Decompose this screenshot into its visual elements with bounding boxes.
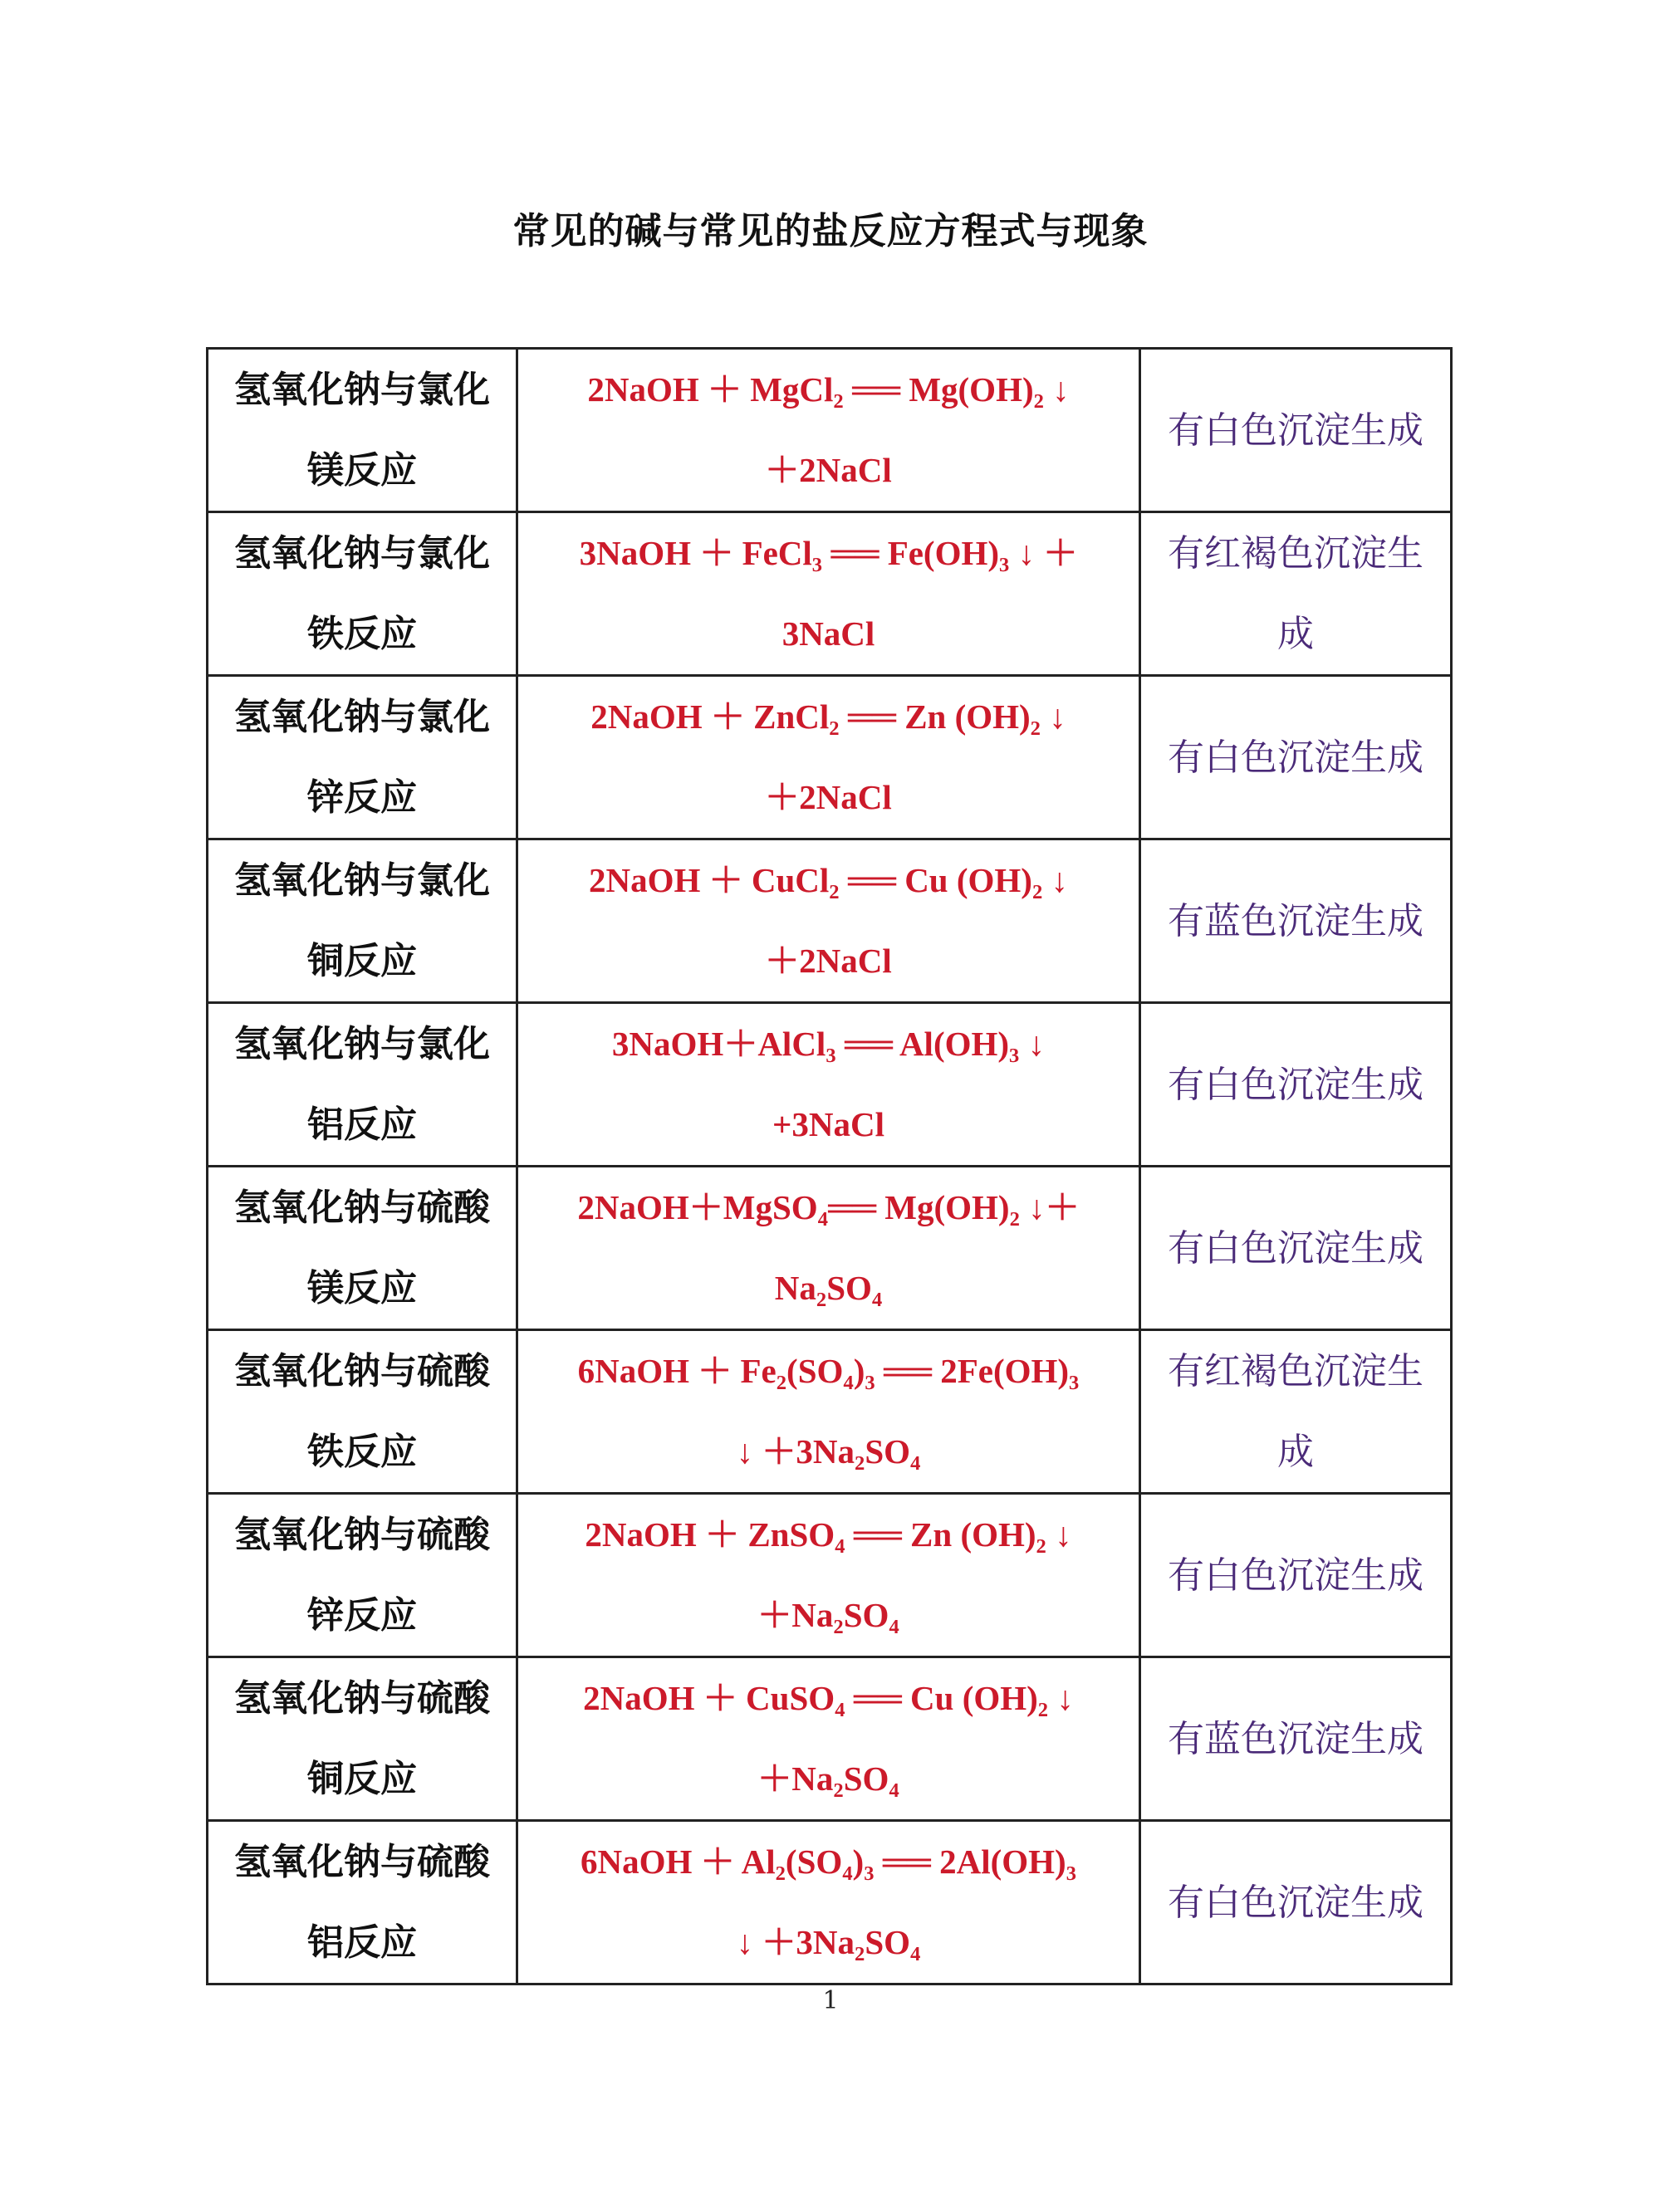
equation-cell <box>517 512 1140 676</box>
reaction-name-cell <box>208 512 517 676</box>
reaction-name-line: 铜反应 <box>307 940 417 982</box>
reaction-name-line: 氢氧化钠与硫酸 <box>234 1677 490 1720</box>
equation-line: 2NaOH ＋ CuCl₂ ══ Cu (OH)₂ ↓ <box>589 861 1068 899</box>
equation-line: Na₂SO₄ <box>774 1269 883 1307</box>
reaction-name-line: 锌反应 <box>307 776 417 819</box>
reaction-name-line: 氢氧化钠与硫酸 <box>234 1514 490 1556</box>
page-title: 常见的碱与常见的盐反应方程式与现象 <box>512 210 1149 252</box>
equation-line: 2NaOH ＋ MgCl₂ ══ Mg(OH)₂ ↓ <box>587 370 1070 409</box>
table-row <box>208 839 1452 1003</box>
reaction-name-line: 氢氧化钠与硫酸 <box>234 1841 490 1883</box>
equation-line: ＋2NaCl <box>765 778 892 816</box>
reaction-name-line: 氢氧化钠与氯化 <box>234 859 490 902</box>
equation-cell <box>517 839 1140 1003</box>
table-row <box>208 349 1452 512</box>
equation-line: 2NaOH ＋ ZnCl₂ ══ Zn (OH)₂ ↓ <box>590 697 1066 736</box>
reaction-name-line: 铝反应 <box>307 1104 417 1146</box>
reaction-name-line: 镁反应 <box>307 449 417 492</box>
reaction-name-line: 氢氧化钠与氯化 <box>234 696 490 738</box>
observation-line: 有红褐色沉淀生 <box>1168 1350 1423 1392</box>
equation-line: ＋2NaCl <box>765 942 892 980</box>
page-number: 1 <box>822 1986 839 2015</box>
reaction-name-line: 锌反应 <box>307 1594 417 1637</box>
reaction-name-cell <box>208 1494 517 1657</box>
observation-cell <box>1140 1330 1452 1494</box>
equation-line: 2NaOH＋MgSO₄══ Mg(OH)₂ ↓＋ <box>577 1188 1080 1226</box>
reaction-name-line: 铝反应 <box>307 1921 417 1964</box>
equation-cell <box>517 1167 1140 1330</box>
table-row <box>208 676 1452 839</box>
observation-line: 有白色沉淀生成 <box>1168 1063 1423 1106</box>
table-row <box>208 1821 1452 1984</box>
table-row <box>208 1494 1452 1657</box>
reaction-name-line: 铁反应 <box>307 613 417 655</box>
equation-cell <box>517 1494 1140 1657</box>
reaction-name-line: 镁反应 <box>307 1267 417 1309</box>
equation-line: ＋Na₂SO₄ <box>757 1596 899 1634</box>
observation-line: 有白色沉淀生成 <box>1168 1226 1423 1270</box>
equation-cell <box>517 1330 1140 1494</box>
table-row <box>208 1167 1452 1330</box>
observation-cell <box>1140 1821 1452 1984</box>
equation-line: +3NaCl <box>772 1105 884 1143</box>
equation-cell <box>517 1657 1140 1821</box>
equation-line: 3NaOH＋AlCl₃ ══ Al(OH)₃ ↓ <box>611 1025 1046 1063</box>
table-row <box>208 1003 1452 1167</box>
observation-cell <box>1140 839 1452 1003</box>
observation-cell <box>1140 1657 1452 1821</box>
observation-cell <box>1140 512 1452 676</box>
observation-line: 有白色沉淀生成 <box>1168 1554 1423 1597</box>
reaction-name-line: 氢氧化钠与氯化 <box>234 1023 490 1065</box>
observation-cell <box>1140 676 1452 839</box>
observation-line: 有白色沉淀生成 <box>1168 736 1423 779</box>
observation-line: 有白色沉淀生成 <box>1168 1881 1423 1924</box>
observation-line: 成 <box>1277 1431 1314 1473</box>
observation-line: 有蓝色沉淀生成 <box>1168 1717 1423 1760</box>
equation-cell <box>517 676 1140 839</box>
equation-line: ＋Na₂SO₄ <box>757 1759 899 1798</box>
equation-line: ↓ ＋3Na₂SO₄ <box>736 1923 921 1961</box>
reaction-name-line: 铜反应 <box>307 1758 417 1800</box>
table-row <box>208 1657 1452 1821</box>
equation-line: ＋2NaCl <box>765 451 892 489</box>
table-row <box>208 512 1452 676</box>
reaction-table <box>206 347 1453 1985</box>
reaction-name-cell <box>208 839 517 1003</box>
observation-line: 成 <box>1277 613 1314 655</box>
equation-line: 2NaOH ＋ CuSO₄ ══ Cu (OH)₂ ↓ <box>583 1679 1074 1717</box>
observation-line: 有红褐色沉淀生 <box>1168 532 1423 575</box>
observation-cell <box>1140 1003 1452 1167</box>
reaction-name-line: 氢氧化钠与硫酸 <box>234 1350 490 1392</box>
reaction-name-line: 氢氧化钠与硫酸 <box>234 1187 490 1229</box>
equation-cell <box>517 1003 1140 1167</box>
equation-line: 2NaOH ＋ ZnSO₄ ══ Zn (OH)₂ ↓ <box>585 1515 1072 1554</box>
equation-line: 6NaOH ＋ Al₂(SO₄)₃ ══ 2Al(OH)₃ <box>581 1843 1076 1881</box>
equation-cell <box>517 1821 1140 1984</box>
reaction-name-line: 铁反应 <box>307 1431 417 1473</box>
observation-line: 有蓝色沉淀生成 <box>1168 899 1423 942</box>
reaction-name-line: 氢氧化钠与氯化 <box>234 532 490 575</box>
observation-line: 有白色沉淀生成 <box>1168 409 1423 452</box>
equation-line: ↓ ＋3Na₂SO₄ <box>736 1432 921 1471</box>
observation-cell <box>1140 1494 1452 1657</box>
reaction-name-cell <box>208 1330 517 1494</box>
reaction-name-cell <box>208 1003 517 1167</box>
reaction-name-line: 氢氧化钠与氯化 <box>234 369 490 411</box>
reaction-name-cell <box>208 676 517 839</box>
reaction-name-cell <box>208 1657 517 1821</box>
reaction-name-cell <box>208 1821 517 1984</box>
table-row <box>208 1330 1452 1494</box>
reaction-name-cell <box>208 1167 517 1330</box>
observation-cell <box>1140 349 1452 512</box>
observation-cell <box>1140 1167 1452 1330</box>
equation-cell <box>517 349 1140 512</box>
reaction-name-cell <box>208 349 517 512</box>
equation-line: 3NaOH ＋ FeCl₃ ══ Fe(OH)₃ ↓ ＋ <box>579 534 1078 572</box>
equation-line: 3NaCl <box>782 614 875 653</box>
equation-line: 6NaOH ＋ Fe₂(SO₄)₃ ══ 2Fe(OH)₃ <box>577 1352 1080 1390</box>
